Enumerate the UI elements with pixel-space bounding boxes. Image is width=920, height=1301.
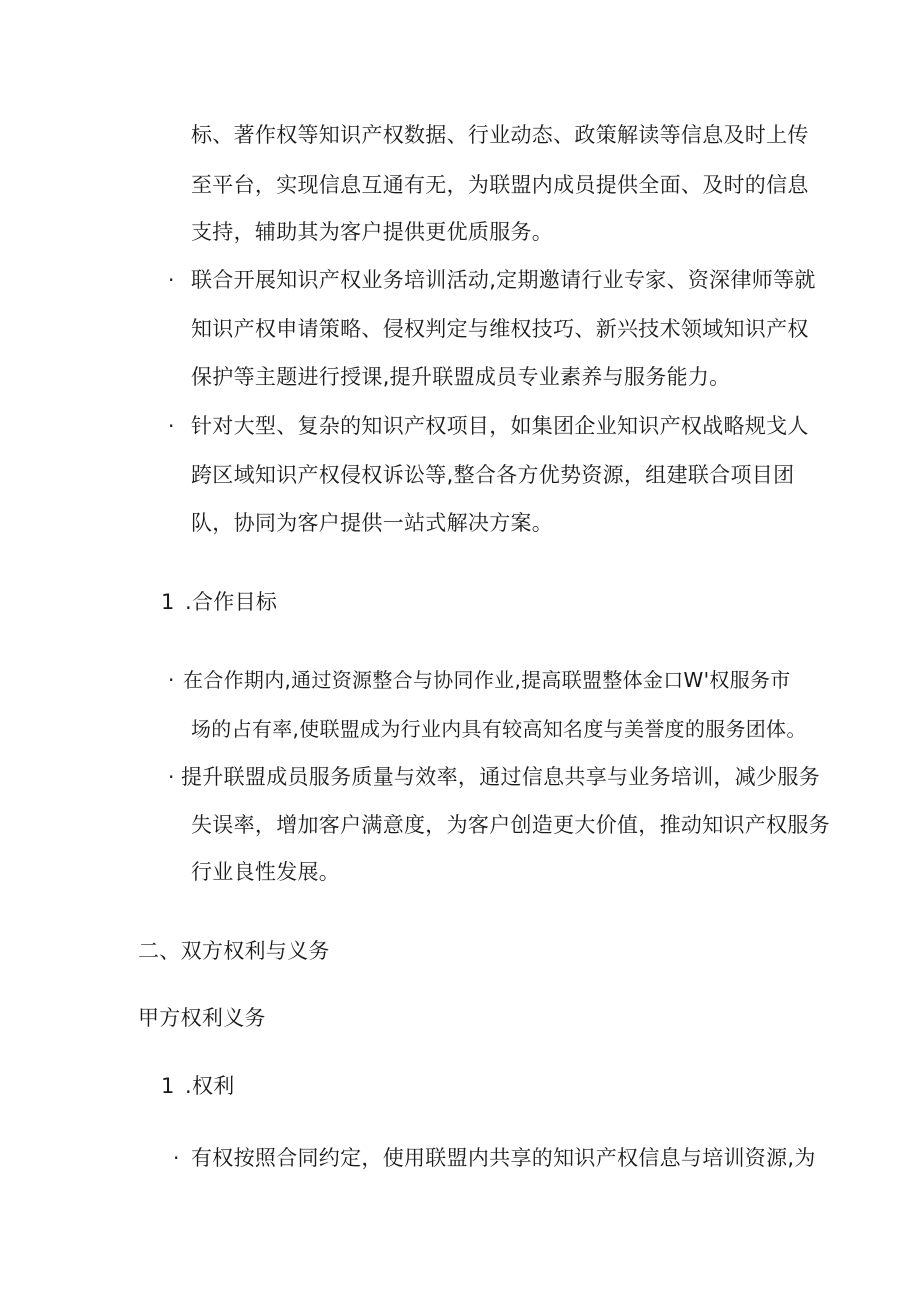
heading-number: 1 <box>161 590 175 614</box>
paragraph-line: 标、著作权等知识产权数据、行业动态、政策解读等信息及时上传 <box>191 123 809 147</box>
bullet-marker: · <box>168 268 175 292</box>
bullet-line: 跨区域知识产权侵权诉讼等,整合各方优势资源，组建联合项目团 <box>191 463 795 487</box>
bullet-line: 保护等主题进行授课,提升联盟成员专业素养与服务能力。 <box>191 365 731 389</box>
bullet-line: 失误率，增加客户满意度，为客户创造更大价值，推动知识产权服务 <box>191 813 830 837</box>
bullet-marker: · <box>168 414 175 438</box>
subsection-heading: 甲方权利义务 <box>138 1006 266 1030</box>
bullet-line: 在合作期内,通过资源整合与协同作业,提高联盟整体金口W'权服务市 <box>183 668 791 692</box>
bullet-line: 提升联盟成员服务质量与效率，通过信息共享与业务培训，减少服务 <box>181 765 820 789</box>
bullet-line: 有权按照合同约定，使用联盟内共享的知识产权信息与培训资源,为 <box>191 1146 816 1170</box>
paragraph-line: 至平台，实现信息互通有无，为联盟内成员提供全面、及时的信息 <box>191 173 809 197</box>
heading-text: .合作目标 <box>185 590 278 614</box>
heading-text: .权利 <box>185 1074 235 1098</box>
bullet-line: 针对大型、复杂的知识产权项目，如集团企业知识产权战略规戈人 <box>191 414 809 438</box>
section-heading: 二、双方权利与义务 <box>138 939 330 963</box>
bullet-marker: · <box>168 765 175 789</box>
paragraph-line: 支持，辅助其为客户提供更优质服务。 <box>191 220 554 244</box>
bullet-marker: · <box>173 1146 180 1170</box>
bullet-line: 队，协同为客户提供一站式解决方案。 <box>191 511 554 535</box>
bullet-marker: · <box>168 668 175 692</box>
bullet-line: 知识产权申请策略、侵权判定与维权技巧、新兴技术领域知识产权 <box>191 317 809 341</box>
bullet-line: 联合开展知识产权业务培训活动,定期邀请行业专家、资深律师等就 <box>191 268 816 292</box>
bullet-line: 场的占有率,使联盟成为行业内具有较高知名度与美誉度的服务团体。 <box>191 717 807 741</box>
bullet-line: 行业良性发展。 <box>191 860 341 884</box>
heading-number: 1 <box>161 1074 175 1098</box>
